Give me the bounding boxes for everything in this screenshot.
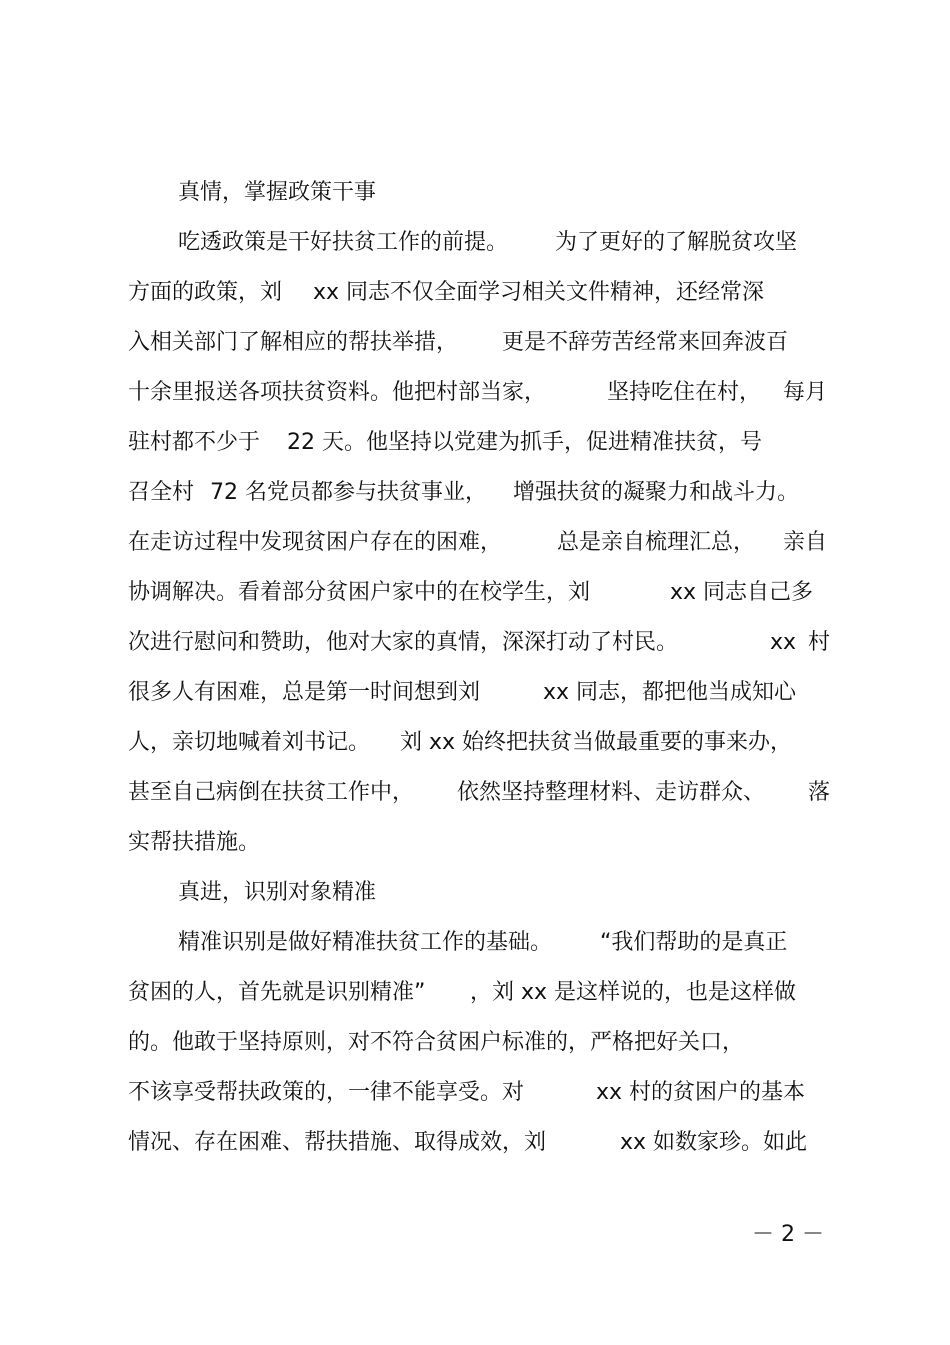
page-number: － 2 － xyxy=(752,1222,824,1247)
text-segment: xx 同志不仅全面学习相关文件精神，还经常深 xyxy=(313,280,765,305)
text-segment: xx xyxy=(770,630,797,655)
text-segment: 亲自 xyxy=(783,530,828,555)
text-segment: 72 名党员都参与扶贫事业， xyxy=(210,480,487,505)
paragraph-line xyxy=(0,426,950,460)
text-segment: 实帮扶措施。 xyxy=(128,830,261,855)
paragraph-line xyxy=(0,726,950,760)
text-segment: 甚至自己病倒在扶贫工作中， xyxy=(128,780,415,805)
text-segment: 增强扶贫的凝聚力和战斗力。 xyxy=(513,480,800,505)
paragraph-line xyxy=(0,376,950,410)
paragraph-line xyxy=(0,776,950,810)
text-segment: 吃透政策是干好扶贫工作的前提。 xyxy=(178,230,509,255)
text-segment: 每月 xyxy=(783,380,828,405)
text-segment: 协调解决。看着部分贫困户家中的在校学生，刘 xyxy=(128,580,591,605)
heading-zhenqing xyxy=(0,176,950,210)
text-segment: 的。他敢于坚持原则，对不符合贫困户标准的，严格把好关口， xyxy=(128,1030,745,1055)
text-segment: 落 xyxy=(808,780,831,805)
text-segment: 总是亲自梳理汇总， xyxy=(557,530,756,555)
paragraph-line xyxy=(0,926,950,960)
paragraph-line xyxy=(0,576,950,610)
text-segment: xx 同志，都把他当成知心 xyxy=(543,680,797,705)
text-segment: 人，亲切地喊着刘书记。 xyxy=(128,730,371,755)
paragraph-line xyxy=(0,276,950,310)
text-segment: 坚持吃住在村， xyxy=(607,380,762,405)
text-segment: 十余里报送各项扶贫资料。他把村部当家， xyxy=(128,380,547,405)
paragraph-line xyxy=(0,976,950,1010)
text-segment: 真情，掌握政策干事 xyxy=(178,180,377,205)
text-segment: 更是不辞劳苦经常来回奔波百 xyxy=(502,330,789,355)
text-segment: 真进，识别对象精准 xyxy=(178,880,377,905)
heading-zhenjin xyxy=(0,876,950,910)
paragraph-line xyxy=(0,826,950,860)
paragraph-line xyxy=(0,476,950,510)
text-segment: xx 如数家珍。如此 xyxy=(620,1130,808,1155)
text-segment: 驻村都不少于 xyxy=(128,430,261,455)
text-segment: 情况、存在困难、帮扶措施、取得成效，刘 xyxy=(128,1130,547,1155)
text-segment: 刘 xx 始终把扶贫当做最重要的事来办， xyxy=(400,730,793,755)
paragraph-line xyxy=(0,226,950,260)
paragraph-line xyxy=(0,626,950,660)
text-segment: 召全村 xyxy=(128,480,195,505)
paragraph-line xyxy=(0,676,950,710)
text-segment: 为了更好的了解脱贫攻坚 xyxy=(555,230,798,255)
text-segment: 精准识别是做好精准扶贫工作的基础。 xyxy=(178,930,553,955)
text-segment: 方面的政策，刘 xyxy=(128,280,283,305)
text-segment: 很多人有困难，总是第一时间想到刘 xyxy=(128,680,481,705)
text-segment: 依然坚持整理材料、走访群众、 xyxy=(457,780,766,805)
paragraph-line xyxy=(0,1076,950,1110)
text-segment: 22 天。他坚持以党建为抓手，促进精准扶贫，号 xyxy=(287,430,762,455)
text-segment: 贫困的人，首先就是识别精准” xyxy=(128,980,426,1005)
text-segment: xx 村的贫困户的基本 xyxy=(596,1080,806,1105)
text-segment: 入相关部门了解相应的帮扶举措， xyxy=(128,330,459,355)
text-segment: 村 xyxy=(808,630,831,655)
paragraph-line xyxy=(0,526,950,560)
text-segment: ，刘 xx 是这样说的，也是这样做 xyxy=(470,980,797,1005)
text-segment: 次进行慰问和赞助，他对大家的真情，深深打动了村民。 xyxy=(128,630,679,655)
text-segment: “我们帮助的是真正 xyxy=(600,930,788,955)
text-segment: xx 同志自己多 xyxy=(670,580,814,605)
text-segment: 不该享受帮扶政策的，一律不能享受。对 xyxy=(128,1080,525,1105)
paragraph-line xyxy=(0,326,950,360)
text-segment: 在走访过程中发现贫困户存在的困难， xyxy=(128,530,503,555)
paragraph-line xyxy=(0,1026,950,1060)
paragraph-line xyxy=(0,1126,950,1160)
